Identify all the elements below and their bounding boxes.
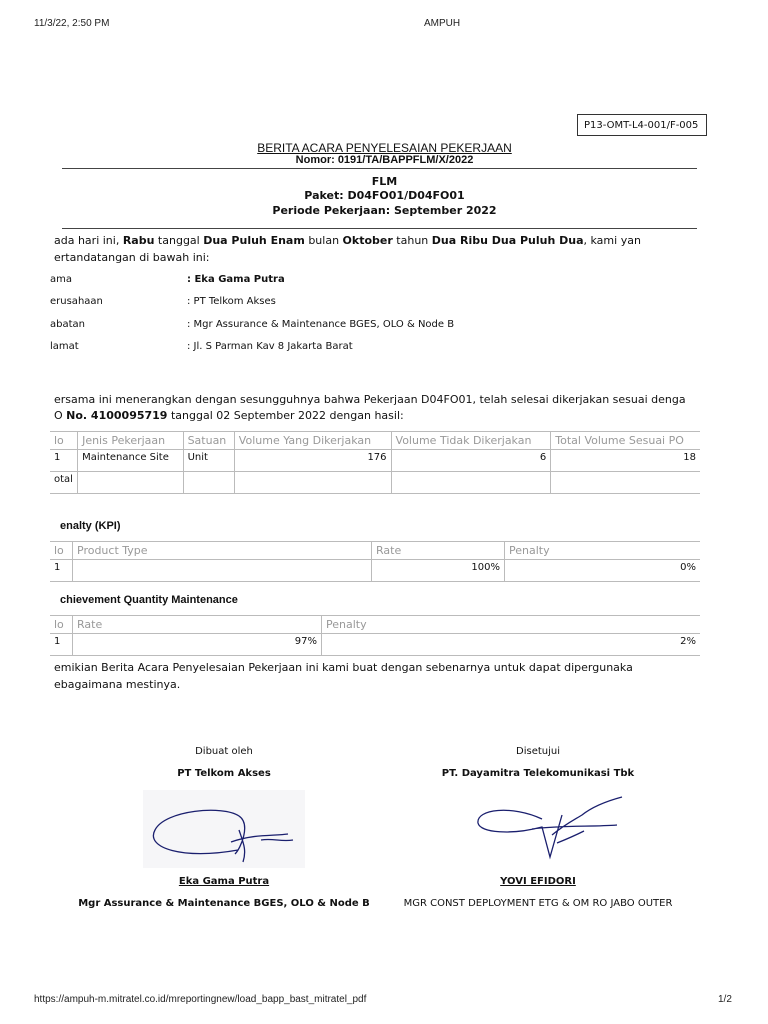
col-header: Jenis Pekerjaan xyxy=(78,432,183,450)
table-cell: 0% xyxy=(505,560,701,582)
statement-text: tanggal 02 September 2022 dengan hasil: xyxy=(167,409,404,422)
penalty-kpi-table xyxy=(50,541,700,582)
sig-left-name: Eka Gama Putra xyxy=(178,876,270,887)
col-header: Rate xyxy=(73,616,322,634)
info-value-perusahaan: : PT Telkom Akses xyxy=(187,296,276,307)
sig-right-name: YOVI EFIDORI xyxy=(500,876,576,887)
table-cell: 176 xyxy=(234,450,391,472)
doc-code-box: P13-OMT-L4-001/F-005 xyxy=(577,114,707,136)
doc-flm: FLM xyxy=(371,175,398,188)
sig-left-position: Mgr Assurance & Maintenance BGES, OLO & Node B xyxy=(78,898,370,909)
intro-day: Rabu xyxy=(122,234,155,247)
table-header-row xyxy=(50,616,700,634)
table-cell: 2% xyxy=(322,634,701,656)
signature-left-icon xyxy=(143,790,305,868)
table-cell: 6 xyxy=(391,450,551,472)
intro-year: Dua Ribu Dua Puluh Dua xyxy=(431,234,584,247)
intro-line2: ertandatangan di bawah ini: xyxy=(54,251,210,264)
intro-text: bulan xyxy=(304,234,343,247)
intro-text: tahun xyxy=(392,234,432,247)
sig-right-position: MGR CONST DEPLOYMENT ETG & OM RO JABO OUTER xyxy=(403,898,673,909)
doc-nomor: Nomor: 0191/TA/BAPPFLM/X/2022 xyxy=(295,154,474,166)
doc-periode: Periode Pekerjaan: September 2022 xyxy=(272,204,497,217)
info-label-perusahaan: erusahaan xyxy=(50,296,103,307)
table-cell xyxy=(73,560,372,582)
table-row xyxy=(50,560,700,582)
table-cell xyxy=(78,472,183,494)
statement-line1: ersama ini menerangkan dengan sesungguhnya bahwa Pekerjaan D04FO01, telah selesai dikerjakan sesuai denga xyxy=(54,393,686,406)
doc-paket: Paket: D04FO01/D04FO01 xyxy=(304,189,465,202)
table-cell: 1 xyxy=(50,634,73,656)
info-label-jabatan: abatan xyxy=(50,319,85,330)
table-cell: Unit xyxy=(183,450,234,472)
col-header: Product Type xyxy=(73,542,372,560)
col-header: Penalty xyxy=(505,542,701,560)
signature-right xyxy=(472,795,632,865)
penalty-kpi-title: enalty (KPI) xyxy=(60,520,121,532)
footer-page: 1/2 xyxy=(718,994,732,1005)
col-header: Rate xyxy=(372,542,505,560)
col-header: Satuan xyxy=(183,432,234,450)
table-row xyxy=(50,472,700,494)
table-cell: 100% xyxy=(372,560,505,582)
po-number: No. 4100095719 xyxy=(66,409,168,422)
col-header: lo xyxy=(50,432,78,450)
footer-url[interactable]: https://ampuh-m.mitratel.co.id/mreportingnew/load_bapp_bast_mitratel_pdf xyxy=(34,994,367,1005)
signature-right-icon xyxy=(472,795,632,865)
table-row xyxy=(50,634,700,656)
print-datetime: 11/3/22, 2:50 PM xyxy=(34,18,110,29)
table-row xyxy=(50,450,700,472)
info-value-alamat: : Jl. S Parman Kav 8 Jakarta Barat xyxy=(187,341,353,352)
intro-paragraph xyxy=(54,232,714,249)
table-cell: 1 xyxy=(50,450,78,472)
info-value-nama: : Eka Gama Putra xyxy=(187,274,285,285)
signature-left xyxy=(143,790,305,868)
intro-text: ada hari ini, xyxy=(54,234,123,247)
statement-text: O xyxy=(54,409,67,422)
statement-line2 xyxy=(54,407,714,424)
table-cell xyxy=(234,472,391,494)
col-header: Total Volume Sesuai PO xyxy=(551,432,700,450)
intro-date: Dua Puluh Enam xyxy=(203,234,305,247)
col-header: lo xyxy=(50,616,73,634)
table-cell: 97% xyxy=(73,634,322,656)
sig-right-caption: Disetujui xyxy=(516,746,560,757)
doc-title: BERITA ACARA PENYELESAIAN PEKERJAAN xyxy=(257,141,512,155)
divider xyxy=(62,228,697,229)
sig-right-company: PT. Dayamitra Telekomunikasi Tbk xyxy=(441,768,635,779)
table-cell: 1 xyxy=(50,560,73,582)
print-title: AMPUH xyxy=(424,18,461,29)
sig-left-company: PT Telkom Akses xyxy=(177,768,271,779)
table-header-row xyxy=(50,432,700,450)
table-cell: otal xyxy=(50,472,78,494)
table-header-row xyxy=(50,542,700,560)
intro-text: , kami yan xyxy=(583,234,641,247)
achievement-table xyxy=(50,615,700,656)
table-cell: 18 xyxy=(551,450,700,472)
divider xyxy=(62,168,697,169)
closing-line1: emikian Berita Acara Penyelesaian Pekerjaan ini kami buat dengan sebenarnya untuk dapat dipergunaka xyxy=(54,661,633,674)
closing-line2: ebagaimana mestinya. xyxy=(54,678,181,691)
sig-left-caption: Dibuat oleh xyxy=(195,746,253,757)
info-value-jabatan: : Mgr Assurance & Maintenance BGES, OLO & Node B xyxy=(187,319,455,330)
intro-text: tanggal xyxy=(154,234,204,247)
col-header: Volume Yang Dikerjakan xyxy=(234,432,391,450)
col-header: lo xyxy=(50,542,73,560)
intro-month: Oktober xyxy=(342,234,393,247)
document-body xyxy=(50,0,699,1024)
info-label-nama: ama xyxy=(50,274,72,285)
work-table xyxy=(50,431,700,494)
table-cell xyxy=(391,472,551,494)
achievement-title: chievement Quantity Maintenance xyxy=(60,594,238,606)
col-header: Penalty xyxy=(322,616,701,634)
table-cell: Maintenance Site xyxy=(78,450,183,472)
info-label-alamat: lamat xyxy=(50,341,79,352)
table-cell xyxy=(183,472,234,494)
col-header: Volume Tidak Dikerjakan xyxy=(391,432,551,450)
table-cell xyxy=(551,472,700,494)
